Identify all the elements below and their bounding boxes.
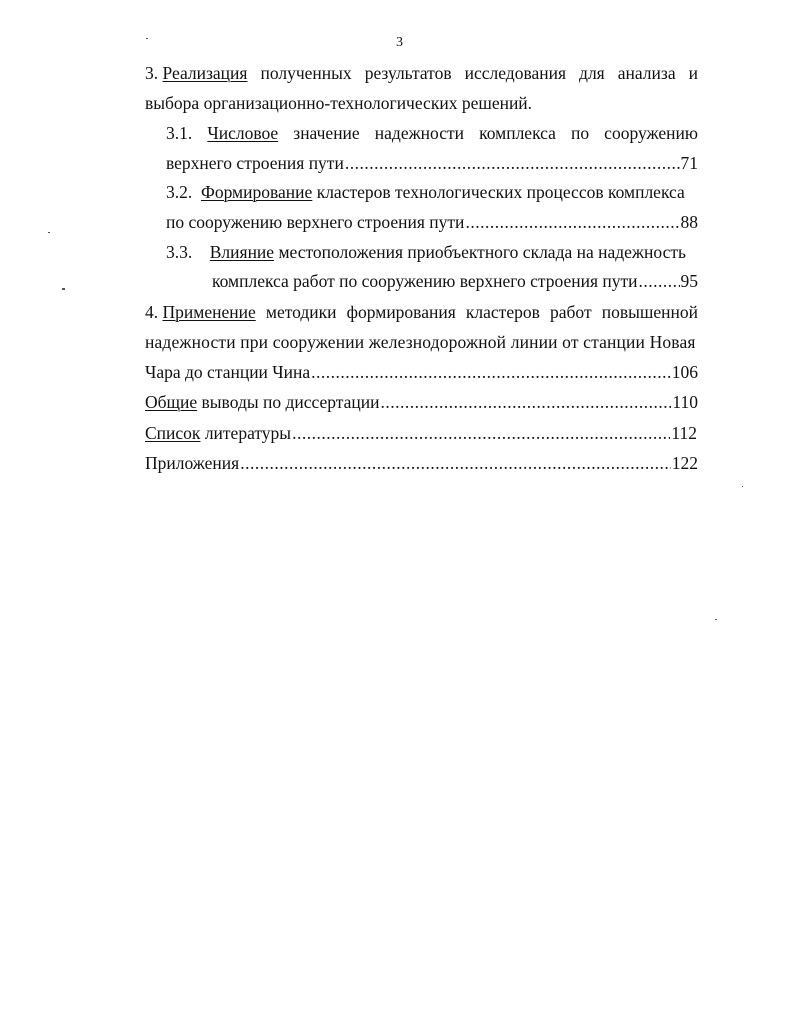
- toc-entry-references-keyword: Список: [145, 423, 201, 443]
- toc-entry-3-3-keyword: Влияние: [209, 242, 275, 262]
- scan-speck: [742, 486, 743, 487]
- toc-entry-3-1-keyword: Числовое: [207, 123, 279, 143]
- leader-dots: [311, 362, 671, 382]
- toc-entry-appendices-page: 122: [671, 453, 698, 473]
- toc-entry-conclusions-page: 110: [672, 392, 698, 412]
- toc-entry-3-1-line-2: верхнего строения пути ..... 71: [166, 153, 698, 173]
- toc-entry-3-1-number: 3.1.: [166, 123, 193, 143]
- toc-entry-3-line-2: выбора организационно-технологических решений.: [145, 93, 533, 113]
- toc-entry-3-line-1: 3. Реализация полученных результатов исследования для анализа и: [145, 63, 698, 83]
- leader-dots: [345, 153, 680, 173]
- toc-entry-4-page: 106: [671, 362, 698, 382]
- toc-entry-3-2-page: 88: [680, 212, 698, 232]
- toc-entry-appendices: Приложения ..... 122: [145, 453, 698, 473]
- toc-entry-references-page: 112: [671, 423, 697, 443]
- toc-entry-conclusions-keyword: Общие: [145, 392, 198, 412]
- leader-dots: [465, 212, 679, 232]
- toc-entry-3-3-number: 3.3.: [166, 242, 193, 262]
- toc-entry-4-number: 4.: [145, 302, 159, 322]
- toc-entry-3-3-page: 95: [680, 271, 698, 291]
- toc-entry-4-keyword: Применение: [162, 302, 256, 322]
- scan-speck: [62, 288, 65, 290]
- leader-dots: [639, 271, 680, 291]
- toc-entry-3-2-keyword: Формирование: [201, 182, 313, 202]
- toc-entry-3-keyword: Реализация: [162, 63, 248, 83]
- toc-entry-3-3-line-2: комплекса работ по сооружению верхнего строения пути ..... 95: [212, 271, 698, 291]
- toc-entry-3-1-line-1: 3.1. Числовое значение надежности комплекса по сооружению: [166, 123, 698, 143]
- toc-entry-3-3-line-1: 3.3. Влияние местоположения приобъектного склада на надежность: [166, 242, 686, 262]
- toc-entry-3-number: 3.: [145, 63, 159, 83]
- toc-entry-3-2-number: 3.2.: [166, 182, 193, 202]
- toc-entry-references: Список литературы ..... 112: [145, 423, 697, 443]
- scan-speck: [146, 38, 148, 39]
- leader-dots: [240, 453, 671, 473]
- toc-entry-3-1-page: 71: [680, 153, 698, 173]
- leader-dots: [381, 392, 672, 412]
- page-number: 3: [396, 35, 403, 50]
- leader-dots: [292, 423, 670, 443]
- toc-entry-4-line-3: Чара до станции Чина ..... 106: [145, 362, 698, 382]
- toc-entry-4-line-1: 4. Применение методики формирования кластеров работ повышенной: [145, 302, 698, 322]
- scan-speck: [715, 619, 717, 620]
- toc-entry-4-line-2: надежности при сооружении железнодорожной линии от станции Новая: [145, 332, 696, 352]
- toc-entry-conclusions: Общие выводы по диссертации ..... 110: [145, 392, 698, 412]
- toc-entry-3-2-line-2: по сооружению верхнего строения пути ..... 88: [166, 212, 698, 232]
- toc-entry-3-2-line-1: 3.2. Формирование кластеров технологических процессов комплекса: [166, 182, 685, 202]
- scan-speck: [48, 232, 50, 233]
